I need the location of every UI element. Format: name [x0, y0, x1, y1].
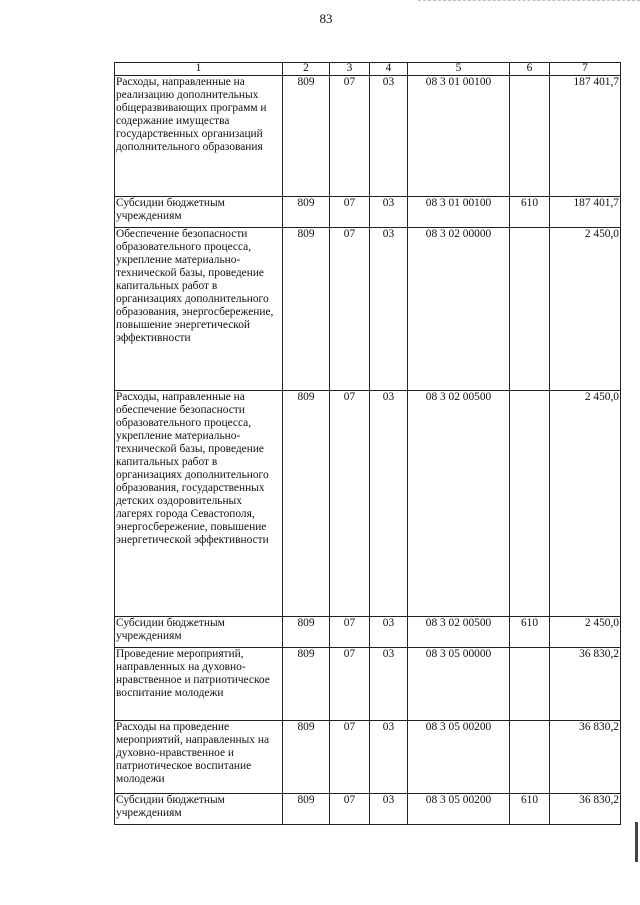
row-subsection-code: 03 [370, 617, 408, 648]
row-target-article: 08 3 05 00200 [408, 794, 510, 825]
header-cell-1: 1 [115, 63, 283, 76]
header-cell-5: 5 [408, 63, 510, 76]
row-section-code: 07 [330, 794, 370, 825]
row-ministry-code: 809 [283, 794, 330, 825]
row-name: Субсидии бюджетным учреждениям [115, 197, 283, 228]
row-amount: 187 401,7 [550, 76, 621, 197]
row-name: Субсидии бюджетным учреждениям [115, 794, 283, 825]
row-section-code: 07 [330, 648, 370, 721]
row-subsection-code: 03 [370, 794, 408, 825]
row-target-article: 08 3 02 00500 [408, 617, 510, 648]
scan-artifact-top [418, 0, 640, 5]
row-expense-type: 610 [510, 617, 550, 648]
row-name: Субсидии бюджетным учреждениям [115, 617, 283, 648]
table-row [115, 391, 621, 617]
row-ministry-code: 809 [283, 648, 330, 721]
header-cell-2: 2 [283, 63, 330, 76]
row-name: Расходы на проведение мероприятий, направленных на духовно-нравственное и патриотическое воспитание молодежи [115, 721, 283, 794]
row-expense-type: 610 [510, 197, 550, 228]
row-target-article: 08 3 05 00200 [408, 721, 510, 794]
row-target-article: 08 3 05 00000 [408, 648, 510, 721]
row-subsection-code: 03 [370, 391, 408, 617]
row-ministry-code: 809 [283, 617, 330, 648]
row-target-article: 08 3 02 00500 [408, 391, 510, 617]
table-row [115, 76, 621, 197]
row-expense-type [510, 76, 550, 197]
row-section-code: 07 [330, 76, 370, 197]
row-section-code: 07 [330, 721, 370, 794]
row-name: Расходы, направленные на реализацию дополнительных общеразвивающих программ и содержание имущества государственных организаций дополнительного образования [115, 76, 283, 197]
row-ministry-code: 809 [283, 391, 330, 617]
row-ministry-code: 809 [283, 76, 330, 197]
row-amount: 2 450,0 [550, 391, 621, 617]
header-cell-7: 7 [550, 63, 621, 76]
row-amount: 2 450,0 [550, 228, 621, 391]
page-number: 83 [319, 11, 333, 26]
header-cell-4: 4 [370, 63, 408, 76]
row-expense-type [510, 721, 550, 794]
row-ministry-code: 809 [283, 721, 330, 794]
row-expense-type [510, 391, 550, 617]
row-expense-type [510, 228, 550, 391]
row-subsection-code: 03 [370, 228, 408, 391]
row-subsection-code: 03 [370, 721, 408, 794]
row-target-article: 08 3 02 00000 [408, 228, 510, 391]
row-amount: 36 830,2 [550, 721, 621, 794]
table-row [115, 197, 621, 228]
row-target-article: 08 3 01 00100 [408, 76, 510, 197]
row-subsection-code: 03 [370, 197, 408, 228]
table-row [115, 794, 621, 825]
scan-artifact-right [635, 822, 638, 862]
row-subsection-code: 03 [370, 648, 408, 721]
row-amount: 36 830,2 [550, 648, 621, 721]
table-row [115, 721, 621, 794]
row-ministry-code: 809 [283, 197, 330, 228]
table-row [115, 648, 621, 721]
header-cell-6: 6 [510, 63, 550, 76]
header-cell-3: 3 [330, 63, 370, 76]
row-amount: 2 450,0 [550, 617, 621, 648]
table-row [115, 228, 621, 391]
row-amount: 187 401,7 [550, 197, 621, 228]
row-expense-type [510, 648, 550, 721]
row-ministry-code: 809 [283, 228, 330, 391]
row-expense-type: 610 [510, 794, 550, 825]
budget-table [114, 62, 621, 825]
row-section-code: 07 [330, 197, 370, 228]
header-row [115, 63, 621, 76]
row-name: Расходы, направленные на обеспечение безопасности образовательного процесса, укрепление материально-технической базы, проведение капитальных работ в организациях дополнительного образования, государственных детских оздоровительных лагерях города Севастополя, энергосбережение, повышение энергетической эффективности [115, 391, 283, 617]
table-row [115, 617, 621, 648]
row-section-code: 07 [330, 617, 370, 648]
row-name: Проведение мероприятий, направленных на духовно-нравственное и патриотическое воспитание молодежи [115, 648, 283, 721]
row-amount: 36 830,2 [550, 794, 621, 825]
row-name: Обеспечение безопасности образовательного процесса, укрепление материально-технической базы, проведение капитальных работ в организациях дополнительного образования, энергосбережение, повышение энергетической эффективности [115, 228, 283, 391]
row-target-article: 08 3 01 00100 [408, 197, 510, 228]
row-subsection-code: 03 [370, 76, 408, 197]
row-section-code: 07 [330, 391, 370, 617]
row-section-code: 07 [330, 228, 370, 391]
